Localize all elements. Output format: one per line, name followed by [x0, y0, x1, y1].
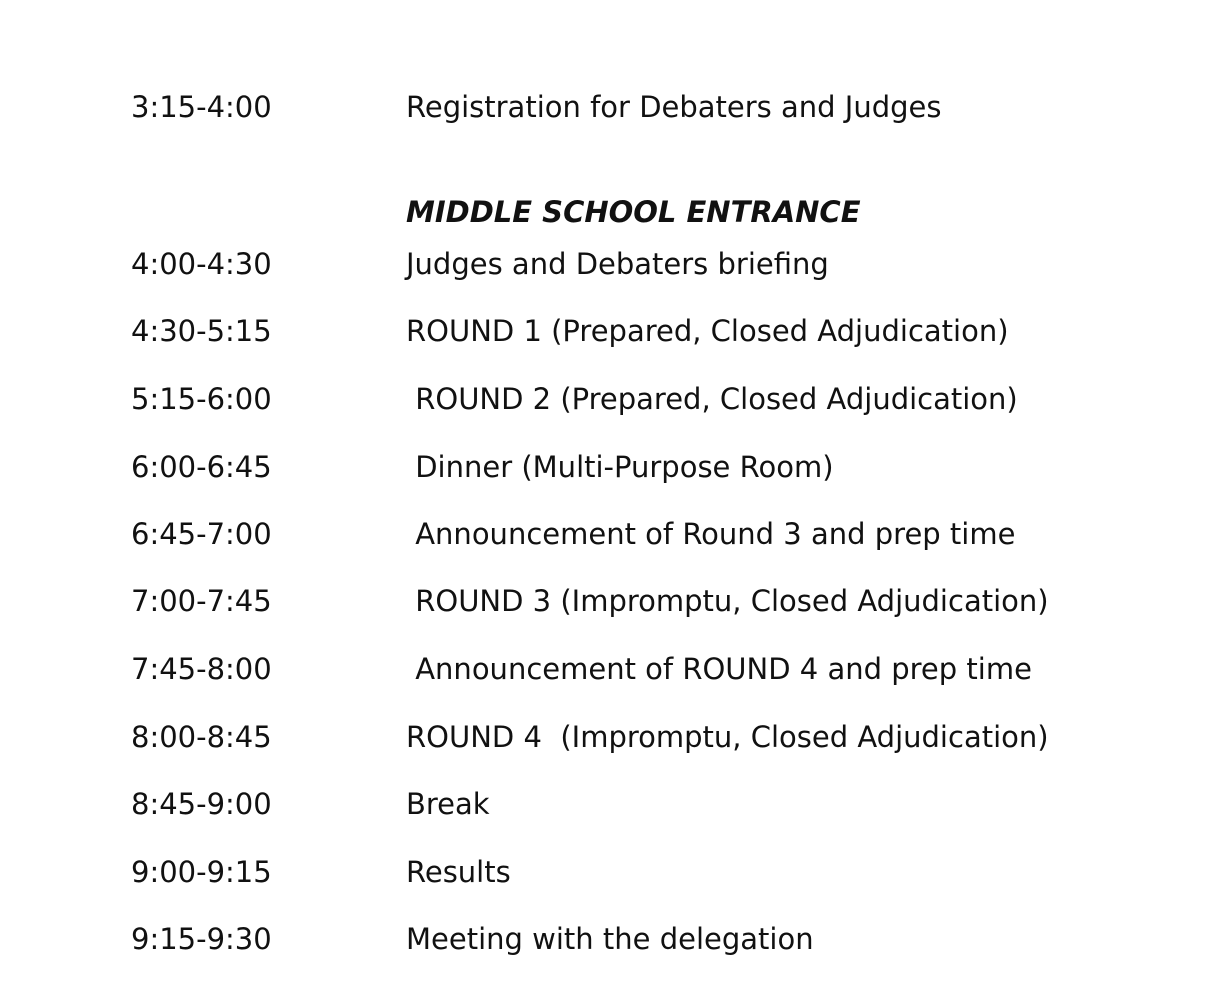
activity: Results	[406, 855, 511, 889]
time-slot: 6:00-6:45	[131, 450, 272, 484]
activity: Meeting with the delegation	[406, 922, 814, 956]
activity: Registration for Debaters and Judges	[406, 90, 942, 124]
schedule-row	[0, 717, 1208, 757]
schedule-row	[0, 649, 1208, 689]
activity: Announcement of ROUND 4 and prep time	[406, 652, 1032, 686]
activity: Announcement of Round 3 and prep time	[406, 517, 1016, 551]
schedule-row	[0, 852, 1208, 892]
activity: ROUND 1 (Prepared, Closed Adjudication)	[406, 314, 1009, 348]
time-slot: 4:00-4:30	[131, 247, 272, 281]
activity: Dinner (Multi-Purpose Room)	[406, 450, 834, 484]
time-slot: 4:30-5:15	[131, 314, 272, 348]
schedule-row	[0, 581, 1208, 621]
activity: ROUND 4 (Impromptu, Closed Adjudication)	[406, 720, 1049, 754]
time-slot: 8:45-9:00	[131, 787, 272, 821]
activity: ROUND 3 (Impromptu, Closed Adjudication)	[406, 584, 1049, 618]
time-slot: 3:15-4:00	[131, 90, 272, 124]
schedule-row	[0, 447, 1208, 487]
time-slot: 9:15-9:30	[131, 922, 272, 956]
section-heading: MIDDLE SCHOOL ENTRANCE	[406, 195, 861, 229]
schedule-row	[0, 784, 1208, 824]
time-slot: 7:45-8:00	[131, 652, 272, 686]
schedule-row-registration	[0, 87, 1208, 127]
time-slot: 5:15-6:00	[131, 382, 272, 416]
schedule-row	[0, 514, 1208, 554]
schedule-row	[0, 919, 1208, 959]
schedule-row	[0, 244, 1208, 284]
time-slot: 7:00-7:45	[131, 584, 272, 618]
activity: Judges and Debaters briefing	[406, 247, 829, 281]
activity: Break	[406, 787, 490, 821]
activity: ROUND 2 (Prepared, Closed Adjudication)	[406, 382, 1018, 416]
time-slot: 8:00-8:45	[131, 720, 272, 754]
schedule-row	[0, 311, 1208, 351]
time-slot: 9:00-9:15	[131, 855, 272, 889]
time-slot: 6:45-7:00	[131, 517, 272, 551]
schedule-row	[0, 379, 1208, 419]
